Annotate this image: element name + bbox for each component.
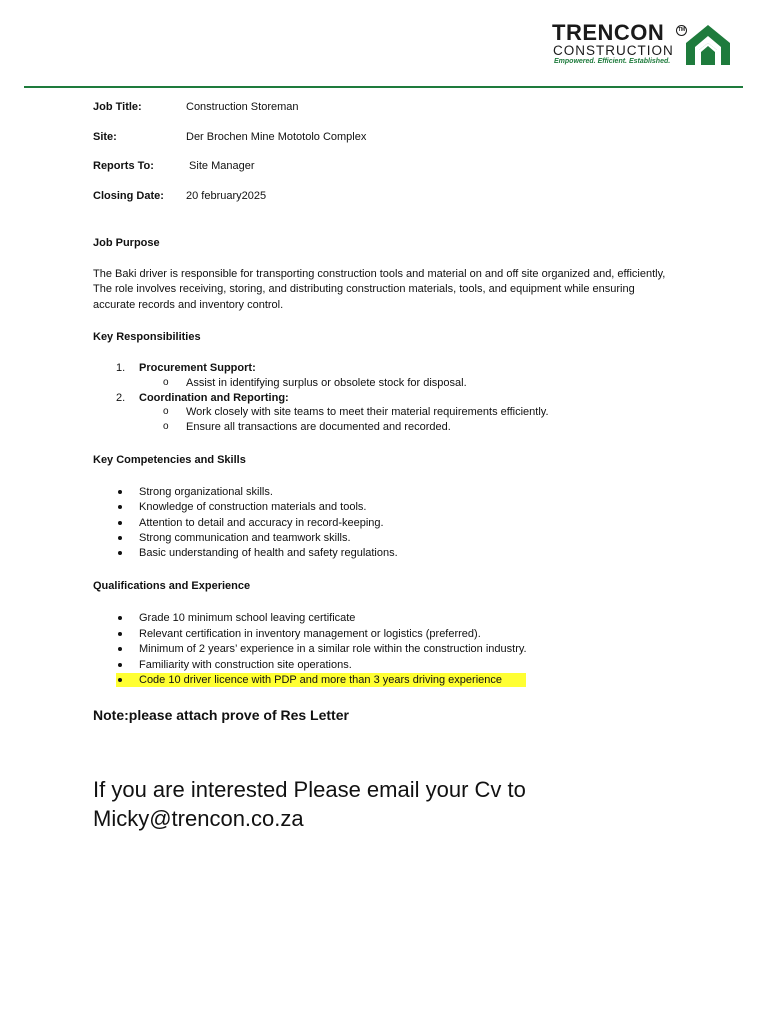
bullet-dot-icon xyxy=(118,616,122,620)
job-purpose-heading: Job Purpose xyxy=(93,237,160,249)
detail-label: Reports To: xyxy=(93,160,154,172)
logo-brand-text: TRENCON xyxy=(552,20,665,45)
circle-bullet-icon: o xyxy=(163,377,169,388)
qualifications-heading: Qualifications and Experience xyxy=(93,580,251,592)
logo-subtitle: CONSTRUCTION xyxy=(553,43,674,58)
contact-email: Micky@trencon.co.za xyxy=(93,806,304,831)
bullet-text: Basic understanding of health and safety regulations. xyxy=(139,547,398,559)
item-number: 1. xyxy=(116,362,126,374)
detail-label: Site: xyxy=(93,131,117,143)
item-title: Coordination and Reporting: xyxy=(139,392,289,404)
detail-value: 20 february2025 xyxy=(186,190,267,202)
key-competencies-heading: Key Competencies and Skills xyxy=(93,454,246,466)
subitem-text: Assist in identifying surplus or obsolete stock for disposal. xyxy=(186,377,467,389)
bullet-text: Code 10 driver licence with PDP and more than 3 years driving experience xyxy=(139,674,502,686)
bullet-dot-icon xyxy=(118,536,122,540)
bullet-dot-icon xyxy=(118,505,122,509)
cta-line: If you are interested Please email your Cv to xyxy=(93,777,526,802)
circle-bullet-icon: o xyxy=(163,421,169,432)
item-title: Procurement Support: xyxy=(139,362,256,374)
job-purpose-text: The Baki driver is responsible for transporting construction tools and material on and off site organized and, efficiently, The role involves receiving, storing, and distributing construction materials, tools, and equipment while ensuring accurate records and inventory control. xyxy=(93,268,666,311)
bullet-dot-icon xyxy=(118,490,122,494)
bullet-dot-icon xyxy=(118,521,122,525)
bullet-dot-icon xyxy=(118,647,122,651)
subitem-text: Work closely with site teams to meet their material requirements efficiently. xyxy=(186,406,549,418)
circle-bullet-icon: o xyxy=(163,406,169,417)
detail-value: Site Manager xyxy=(186,160,255,172)
note-text: Note:please attach prove of Res Letter xyxy=(93,707,349,723)
bullet-dot-icon xyxy=(118,632,122,636)
subitem-text: Ensure all transactions are documented and recorded. xyxy=(186,421,451,433)
bullet-text: Minimum of 2 years’ experience in a similar role within the construction industry. xyxy=(139,643,527,655)
bullet-text: Strong organizational skills. xyxy=(139,486,273,498)
bullet-text: Strong communication and teamwork skills. xyxy=(139,532,351,544)
bullet-text: Familiarity with construction site operations. xyxy=(139,659,352,671)
header-divider xyxy=(24,86,743,88)
trademark-icon: TM xyxy=(676,25,687,36)
qualification-item-highlighted xyxy=(116,673,526,687)
house-arrow-logo-icon xyxy=(685,24,731,66)
key-responsibilities-heading: Key Responsibilities xyxy=(93,331,201,343)
bullet-dot-icon xyxy=(118,551,122,555)
bullet-dot-icon xyxy=(118,663,122,667)
bullet-text: Attention to detail and accuracy in record-keeping. xyxy=(139,517,384,529)
bullet-text: Knowledge of construction materials and tools. xyxy=(139,501,367,513)
detail-label: Closing Date: xyxy=(93,190,164,202)
trencon-logo xyxy=(552,22,732,70)
detail-label: Job Title: xyxy=(93,101,142,113)
logo-tagline: Empowered. Efficient. Established. xyxy=(554,58,671,65)
detail-value: Construction Storeman xyxy=(186,101,299,113)
application-instructions xyxy=(93,775,693,833)
bullet-text: Grade 10 minimum school leaving certificate xyxy=(139,612,356,624)
bullet-text: Relevant certification in inventory management or logistics (preferred). xyxy=(139,628,481,640)
detail-value: Der Brochen Mine Mototolo Complex xyxy=(186,131,367,143)
bullet-dot-icon xyxy=(118,678,122,682)
item-number: 2. xyxy=(116,392,126,404)
